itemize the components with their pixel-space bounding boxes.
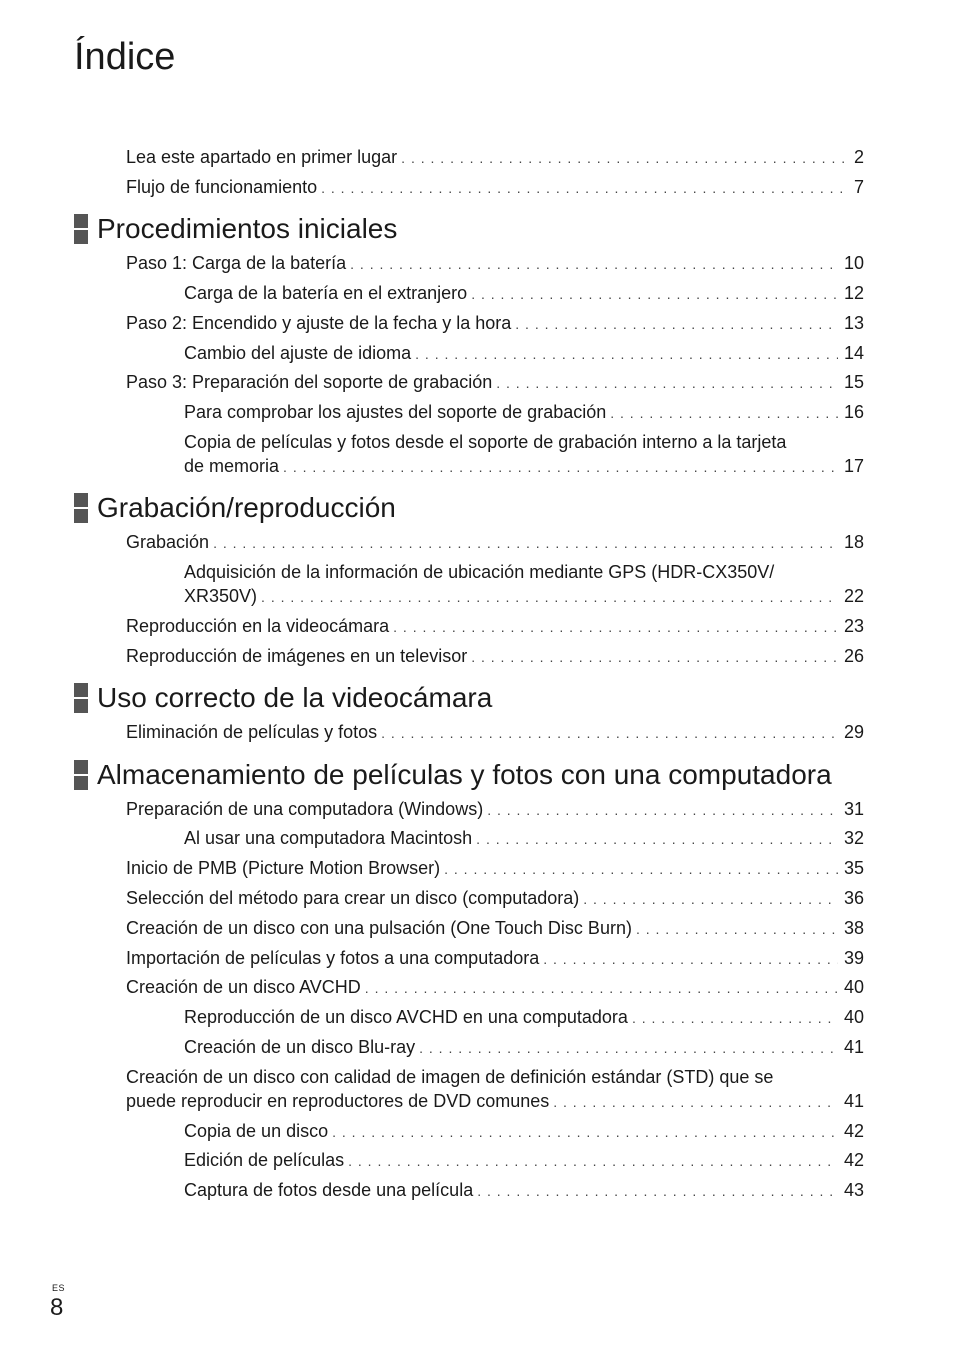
toc-entry-page: 12	[843, 283, 864, 303]
toc-entry[interactable]	[184, 341, 864, 366]
page-title: Índice	[74, 36, 176, 78]
section-title: Uso correcto de la videocámara	[97, 682, 493, 713]
section-bar-icon	[74, 760, 88, 790]
toc-entry-page: 17	[843, 456, 864, 476]
toc-entry-text: Al usar una computadora Macintosh	[184, 828, 473, 848]
toc-entry[interactable]	[184, 1035, 864, 1060]
toc-entry-text: puede reproducir en reproductores de DVD comunes	[126, 1091, 550, 1111]
toc-entry[interactable]	[184, 1178, 864, 1203]
toc-entry[interactable]	[184, 281, 864, 306]
section-title: Almacenamiento de películas y fotos con una computadora	[97, 759, 832, 790]
section-heading	[74, 681, 492, 715]
toc-entry-text: Preparación de una computadora (Windows)	[126, 799, 484, 819]
toc-entry-page: 40	[843, 977, 864, 997]
toc-entry-page: 35	[843, 858, 864, 878]
toc-entry-text: Grabación	[126, 532, 210, 552]
toc-entry-page: 13	[843, 313, 864, 333]
toc-entry-text-line1[interactable]: Creación de un disco con calidad de imagen de definición estándar (STD) que se	[126, 1067, 774, 1087]
dot-leader	[332, 1120, 838, 1144]
dot-leader	[553, 1090, 838, 1114]
dot-leader	[610, 401, 838, 425]
toc-entry[interactable]	[126, 975, 864, 1000]
toc-entry-page: 16	[843, 402, 864, 422]
toc-entry-text: Creación de un disco con una pulsación (One Touch Disc Burn)	[126, 918, 632, 938]
toc-entry-page: 22	[843, 586, 864, 606]
toc-entry-page: 29	[843, 722, 864, 742]
toc-entry-page: 23	[843, 616, 864, 636]
dot-leader	[487, 798, 838, 822]
toc-entry-text: Reproducción en la videocámara	[126, 616, 390, 636]
toc-entry[interactable]	[126, 856, 864, 881]
toc-entry-text-line1[interactable]: Adquisición de la información de ubicación mediante GPS (HDR-CX350V/	[184, 562, 775, 582]
toc-entry-page: 32	[843, 828, 864, 848]
toc-entry-text: Copia de un disco	[184, 1121, 329, 1141]
toc-entry[interactable]	[126, 145, 864, 170]
section-heading	[74, 491, 396, 525]
toc-entry[interactable]	[184, 454, 864, 479]
toc-entry-text: Paso 2: Encendido y ajuste de la fecha y la hora	[126, 313, 512, 333]
toc-entry-text: Inicio de PMB (Picture Motion Browser)	[126, 858, 441, 878]
toc-entry[interactable]	[184, 1148, 864, 1173]
dot-leader	[415, 342, 838, 366]
toc-entry[interactable]	[126, 530, 864, 555]
section-title: Grabación/reproducción	[97, 492, 396, 523]
dot-leader	[283, 455, 838, 479]
toc-entry-text: Importación de películas y fotos a una computadora	[126, 948, 540, 968]
toc-entry-page: 26	[843, 646, 864, 666]
dot-leader	[381, 721, 838, 745]
toc-entry-text: Creación de un disco AVCHD	[126, 977, 361, 997]
toc-entry-page: 14	[843, 343, 864, 363]
toc-entry-text: Eliminación de películas y fotos	[126, 722, 378, 742]
toc-entry-page: 42	[843, 1150, 864, 1170]
toc-entry[interactable]	[184, 400, 864, 425]
toc-entry-text: Para comprobar los ajustes del soporte de grabación	[184, 402, 607, 422]
toc-entry-page: 36	[843, 888, 864, 908]
toc-entry[interactable]	[184, 584, 864, 609]
toc-entry-page: 2	[853, 147, 864, 167]
dot-leader	[496, 371, 838, 395]
toc-entry-page: 42	[843, 1121, 864, 1141]
toc-entry-text: Edición de películas	[184, 1150, 345, 1170]
dot-leader	[583, 887, 838, 911]
toc-entry-page: 41	[843, 1037, 864, 1057]
toc-entry-text: Carga de la batería en el extranjero	[184, 283, 468, 303]
toc-entry[interactable]	[184, 826, 864, 851]
toc-entry-text: Cambio del ajuste de idioma	[184, 343, 412, 363]
dot-leader	[476, 827, 838, 851]
toc-entry[interactable]	[126, 946, 864, 971]
toc-entry-text: Flujo de funcionamiento	[126, 177, 318, 197]
dot-leader	[477, 1179, 838, 1203]
dot-leader	[393, 615, 838, 639]
toc-entry-text-line1[interactable]: Copia de películas y fotos desde el soporte de grabación interno a la tarjeta	[184, 432, 787, 452]
dot-leader	[444, 857, 838, 881]
section-title: Procedimientos iniciales	[97, 213, 398, 244]
toc-entry-text: Selección del método para crear un disco (computadora)	[126, 888, 580, 908]
toc-entry[interactable]	[126, 1089, 864, 1114]
toc-entry[interactable]	[126, 311, 864, 336]
toc-entry-text: XR350V)	[184, 586, 258, 606]
toc-entry-text: Lea este apartado en primer lugar	[126, 147, 398, 167]
toc-entry-text: Creación de un disco Blu-ray	[184, 1037, 416, 1057]
toc-entry[interactable]	[126, 797, 864, 822]
toc-entry-text: Captura de fotos desde una película	[184, 1180, 474, 1200]
toc-entry[interactable]	[184, 1119, 864, 1144]
toc-entry[interactable]	[126, 916, 864, 941]
footer-language-code: ES	[52, 1283, 66, 1293]
toc-entry[interactable]	[126, 251, 864, 276]
toc-entry-page: 18	[843, 532, 864, 552]
footer-page-number: 8	[50, 1294, 64, 1321]
section-bar-icon	[74, 214, 88, 244]
dot-leader	[419, 1036, 838, 1060]
toc-entry[interactable]	[126, 370, 864, 395]
dot-leader	[401, 146, 848, 170]
toc-entry-text: de memoria	[184, 456, 280, 476]
toc-entry[interactable]	[126, 720, 864, 745]
toc-entry-page: 41	[843, 1091, 864, 1111]
dot-leader	[261, 585, 838, 609]
dot-leader	[471, 645, 838, 669]
dot-leader	[471, 282, 838, 306]
toc-entry-page: 43	[843, 1180, 864, 1200]
toc-entry-page: 31	[843, 799, 864, 819]
section-bar-icon	[74, 683, 88, 713]
dot-leader	[515, 312, 838, 336]
toc-entry-text: Paso 3: Preparación del soporte de grabación	[126, 372, 493, 392]
dot-leader	[348, 1149, 838, 1173]
toc-entry-page: 40	[843, 1007, 864, 1027]
toc-entry-text: Paso 1: Carga de la batería	[126, 253, 347, 273]
toc-entry[interactable]	[126, 614, 864, 639]
section-heading	[74, 212, 397, 246]
toc-entry-page: 7	[853, 177, 864, 197]
dot-leader	[543, 947, 838, 971]
toc-entry-page: 15	[843, 372, 864, 392]
section-bar-icon	[74, 493, 88, 523]
dot-leader	[213, 531, 838, 555]
dot-leader	[632, 1006, 838, 1030]
toc-entry[interactable]	[126, 886, 864, 911]
toc-entry[interactable]	[126, 644, 864, 669]
toc-entry[interactable]	[126, 175, 864, 200]
toc-entry-page: 10	[843, 253, 864, 273]
dot-leader	[321, 176, 848, 200]
toc-entry-page: 38	[843, 918, 864, 938]
toc-entry-text: Reproducción de un disco AVCHD en una computadora	[184, 1007, 628, 1027]
toc-entry-page: 39	[843, 948, 864, 968]
section-heading	[74, 758, 832, 792]
dot-leader	[636, 917, 838, 941]
dot-leader	[365, 976, 838, 1000]
toc-entry[interactable]	[184, 1005, 864, 1030]
dot-leader	[350, 252, 838, 276]
toc-entry-text: Reproducción de imágenes en un televisor	[126, 646, 468, 666]
